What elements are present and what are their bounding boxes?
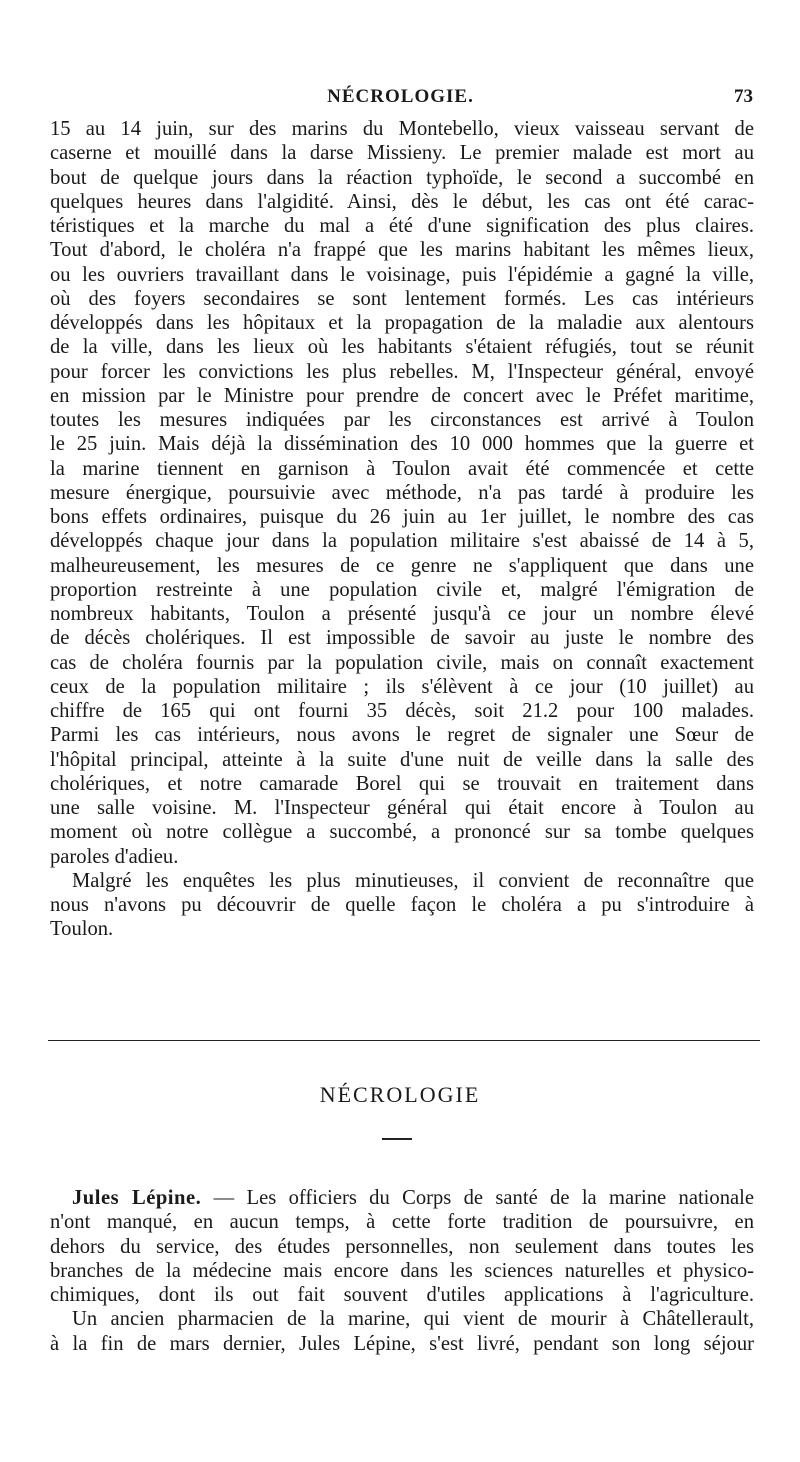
- text-line: l'hôpital principal, atteinte à la suite d'une nuit de veille dans la salle des: [50, 748, 754, 771]
- text-line: dehors du service, des études personnelles, non seulement dans toutes les: [50, 1235, 754, 1258]
- section-dash: [382, 1138, 412, 1140]
- section-title: NÉCROLOGIE: [319, 1082, 481, 1107]
- text-line: de décès cholériques. Il est impossible de savoir au juste le nombre des: [50, 627, 754, 650]
- running-title: NÉCROLOGIE.: [327, 86, 474, 107]
- text-line: la marine tiennent en garnison à Toulon avait été commencée et cette: [50, 457, 754, 480]
- text-line: nous n'avons pu découvrir de quelle façon le choléra a pu s'introduire à: [50, 894, 754, 916]
- text-line: Un ancien pharmacien de la marine, qui vient de mourir à Châtellerault,: [72, 1308, 754, 1331]
- text-line: 15 au 14 juin, sur des marins du Montebello, vieux vaisseau servant de: [50, 118, 754, 140]
- obituary-text: [50, 1186, 754, 1356]
- text-line: bout de quelque jours dans la réaction typhoïde, le second a succombé en: [50, 166, 754, 189]
- obituary-lines: [50, 1210, 754, 1356]
- running-head: [48, 86, 753, 116]
- text-line: où des foyers secondaires se sont lentement formés. Les cas intérieurs: [50, 287, 754, 310]
- text-line: n'ont manqué, en aucun temps, à cette forte tradition de poursuivre, en: [50, 1211, 754, 1234]
- text-line: chimiques, dont ils out fait souvent d'utiles applications à l'agriculture.: [50, 1284, 754, 1306]
- obituary-first-line: [50, 1186, 754, 1210]
- section-divider-rule: [48, 1040, 760, 1041]
- text-line: Toulon.: [50, 918, 114, 941]
- text-line: bons effets ordinaires, puisque du 26 juin au 1er juillet, le nombre des cas: [50, 506, 754, 528]
- text-line: cas de choléra fournis par la population civile, mais on connaît exactement: [50, 651, 754, 674]
- deceased-name: Jules Lépine.: [72, 1187, 202, 1209]
- text-line: quelques heures dans l'algidité. Ainsi, dès le début, les cas ont été carac-: [50, 190, 754, 213]
- text-line: proportion restreinte à une population civile et, malgré l'émigration de: [50, 578, 754, 601]
- text-line: développés chaque jour dans la population militaire s'est abaissé de 14 à 5,: [50, 530, 754, 553]
- text-line: mesure énergique, poursuivie avec méthode, n'a pas tardé à produire les: [50, 481, 754, 504]
- text-line: toutes les mesures indiquées par les circonstances est arrivé à Toulon: [50, 409, 754, 431]
- text-line: chiffre de 165 qui ont fourni 35 décès, soit 21.2 pour 100 malades.: [50, 700, 754, 722]
- text-line: nombreux habitants, Toulon a présenté jusqu'à ce jour un nombre élevé: [50, 603, 754, 625]
- text-line: une salle voisine. M. l'Inspecteur général qui était encore à Toulon au: [50, 797, 754, 819]
- obituary-first-line-rest: — Les officiers du Corps de santé de la marine nationale: [201, 1187, 754, 1209]
- text-line: ceux de la population militaire ; ils s'élèvent à ce jour (10 juillet) au: [50, 675, 754, 698]
- text-line: ou les ouvriers travaillant dans le voisinage, puis l'épidémie a gagné la ville,: [50, 263, 754, 286]
- page-number: 73: [734, 86, 753, 107]
- article-text: [50, 117, 754, 942]
- text-line: Parmi les cas intérieurs, nous avons le regret de signaler une Sœur de: [50, 724, 754, 747]
- text-line: à la fin de mars dernier, Jules Lépine, s'est livré, pendant son long séjour: [50, 1332, 754, 1355]
- text-line: le 25 juin. Mais déjà la dissémination des 10 000 hommes que la guerre et: [50, 433, 754, 456]
- text-line: pour forcer les convictions les plus rebelles. M, l'Inspecteur général, envoyé: [50, 360, 754, 383]
- text-line: Malgré les enquêtes les plus minutieuses, il convient de reconnaître que: [72, 869, 754, 892]
- text-line: cholériques, et notre camarade Borel qui se trouvait en traitement dans: [50, 772, 754, 795]
- text-line: téristiques et la marche du mal a été d'une signification des plus claires.: [50, 215, 754, 237]
- text-line: en mission par le Ministre pour prendre de concert avec le Préfet maritime,: [50, 384, 754, 407]
- text-line: développés dans les hôpitaux et la propagation de la maladie aux alentours: [50, 312, 754, 334]
- text-line: de la ville, dans les lieux où les habitants s'étaient réfugiés, tout se réunit: [50, 336, 754, 359]
- text-line: caserne et mouillé dans la darse Missieny. Le premier malade est mort au: [50, 142, 754, 165]
- text-line: malheureusement, les mesures de ce genre ne s'appliquent que dans une: [50, 554, 754, 577]
- text-line: Tout d'abord, le choléra n'a frappé que les marins habitant les mêmes lieux,: [50, 239, 754, 262]
- text-line: moment où notre collègue a succombé, a prononcé sur sa tombe quelques: [50, 821, 754, 844]
- text-line: paroles d'adieu.: [50, 845, 179, 868]
- text-line: branches de la médecine mais encore dans les sciences naturelles et physico-: [50, 1259, 754, 1282]
